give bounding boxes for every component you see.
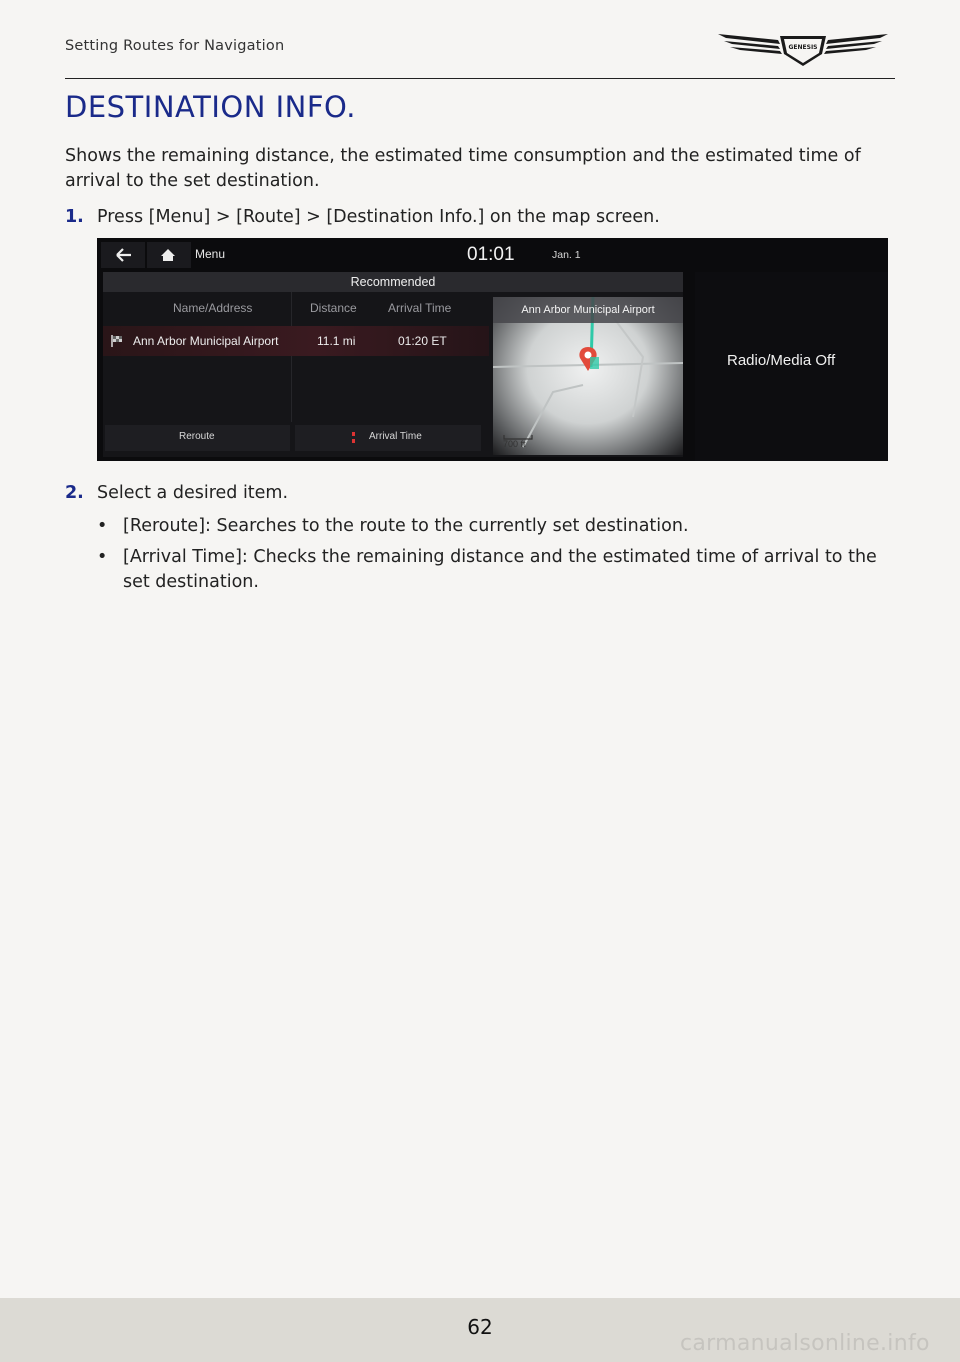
genesis-logo [718,30,888,68]
table-row[interactable] [103,326,489,356]
clock: 01:01 [467,244,515,265]
radio-status: Radio/Media Off [727,352,836,369]
page-number: 62 [467,1315,493,1339]
reroute-label: Reroute [179,431,215,442]
bullet-text: [Arrival Time]: Checks the remaining distance and the estimated time of arrival to the set destination. [123,547,877,592]
row-name: Ann Arbor Municipal Airport [133,334,279,348]
row-arrival: 01:20 ET [398,334,447,348]
intro-paragraph: Shows the remaining distance, the estimated time consumption and the estimated time of arrival to the set destination. [65,146,861,191]
column-header-arrival: Arrival Time [388,301,452,315]
arrival-time-button[interactable] [295,425,481,451]
map-title-bar [493,297,683,323]
step-text: Select a desired item. [97,483,289,503]
column-header-distance: Distance [310,301,357,315]
svg-text:GENESIS: GENESIS [788,44,818,51]
map-title: Ann Arbor Municipal Airport [521,304,655,316]
menu-button[interactable]: Menu [195,247,226,261]
map-scale: 700 ft [503,439,526,449]
reroute-button[interactable] [105,425,290,451]
bullet-text: [Reroute]: Searches to the route to the currently set destination. [123,516,689,536]
recommended-tab[interactable] [103,272,683,292]
navigation-screen [97,238,888,461]
row-distance: 11.1 mi [317,334,356,348]
step-1 [65,207,660,227]
back-button[interactable] [101,242,145,268]
divider [291,292,292,422]
back-arrow-icon [101,242,145,268]
destination-pin-icon [577,345,603,377]
bullet-icon: • [97,516,108,536]
page-header-text: Setting Routes for Navigation [65,38,285,54]
step-text: Press [Menu] > [Route] > [Destination Info.] on the map screen. [97,207,660,227]
date: Jan. 1 [552,249,581,261]
home-button[interactable] [147,242,191,268]
header-rule [65,78,895,79]
recommended-label: Recommended [350,275,436,289]
bullet-item [97,545,887,595]
step-number: 2. [65,483,84,503]
destination-flag-icon [110,334,124,348]
bullet-item [97,514,887,539]
step-number: 1. [65,207,84,227]
arrival-time-label: Arrival Time [369,431,422,442]
column-header-name: Name/Address [173,301,253,315]
home-icon [147,242,191,268]
section-title: DESTINATION INFO. [65,90,356,124]
indicator-icon [351,431,357,445]
bullet-icon: • [97,547,108,567]
step-2 [65,483,288,503]
screen-top-bar [97,238,888,272]
watermark: carmanualsonline.info [680,1331,930,1356]
